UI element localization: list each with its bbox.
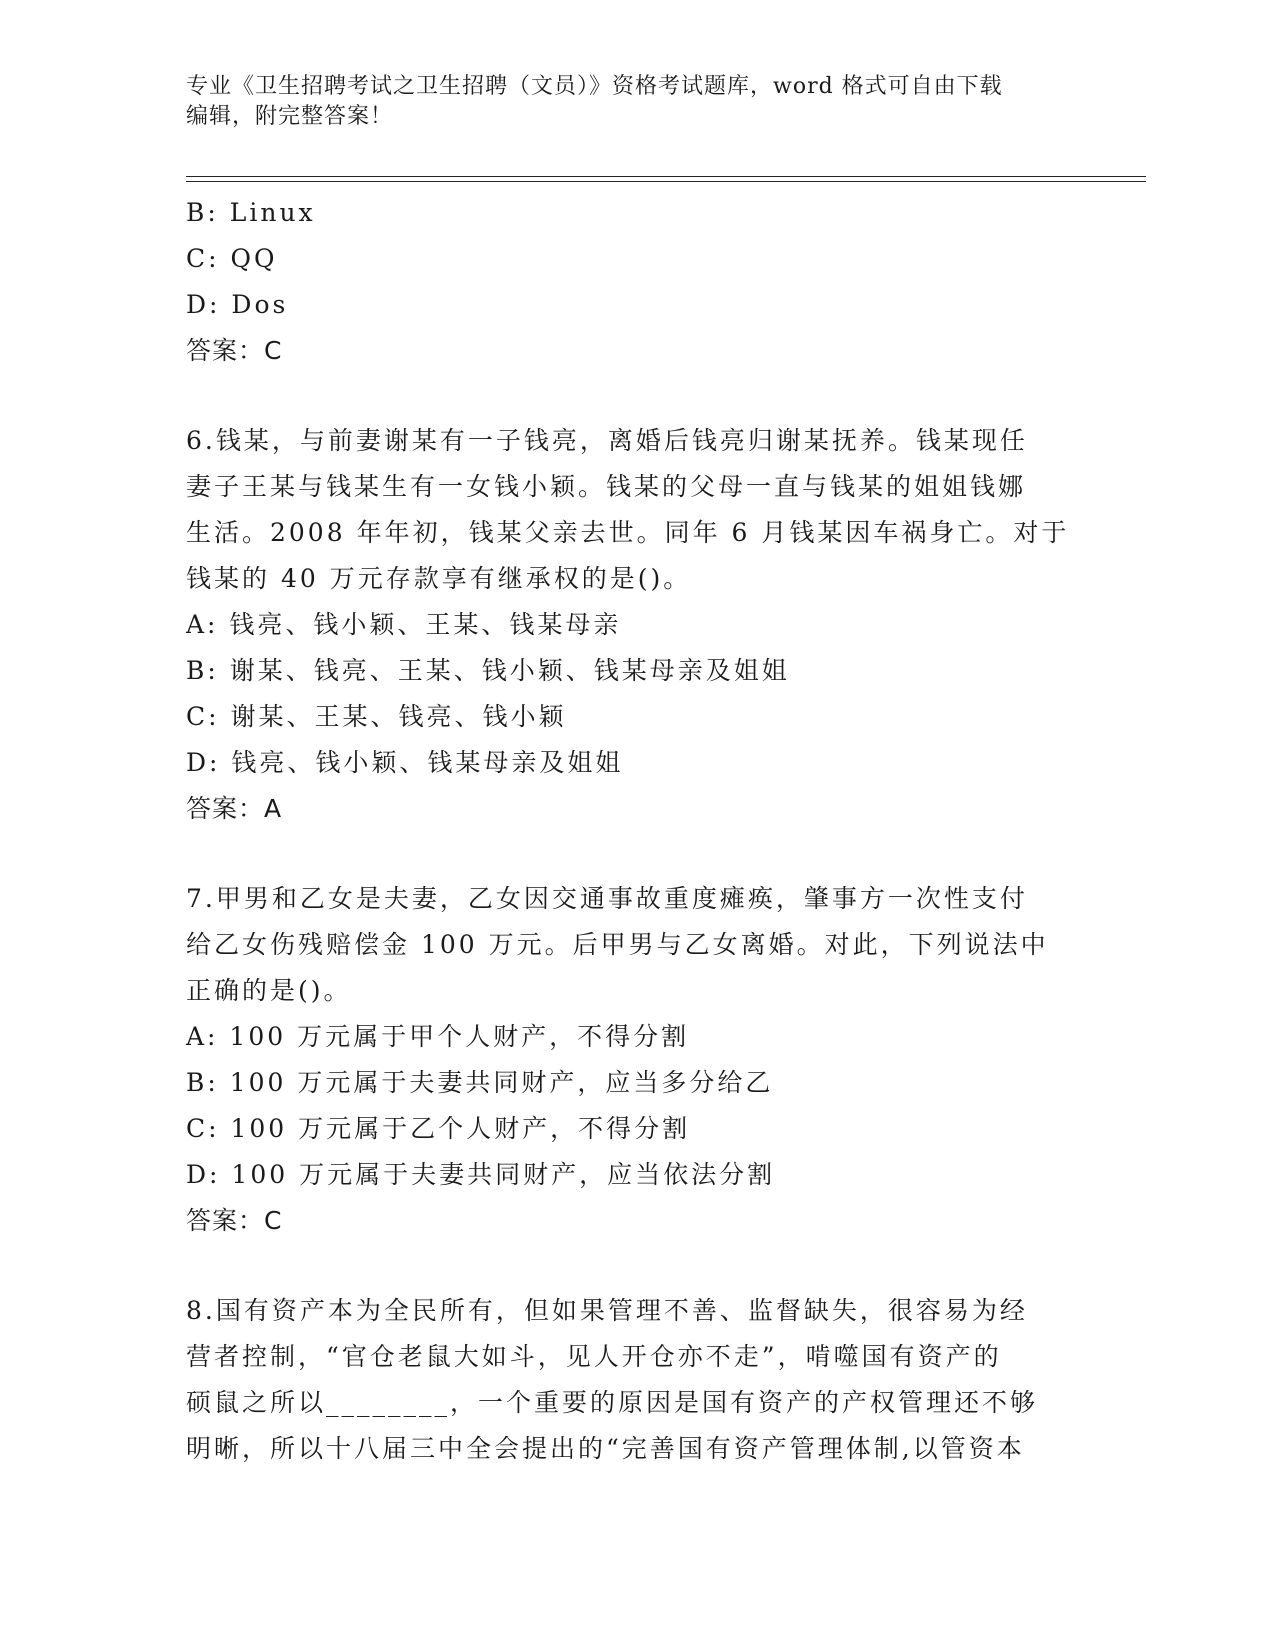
option-line: C: 100 万元属于乙个人财产，不得分割 — [186, 1114, 691, 1143]
question-stem-line: 硕鼠之所以________，一个重要的原因是国有资产的产权管理还不够 — [186, 1388, 1039, 1417]
question-stem-line: 给乙女伤残赔偿金 100 万元。后甲男与乙女离婚。对此，下列说法中 — [186, 930, 1049, 959]
option-line: B: 谢某、钱亮、王某、钱小颖、钱某母亲及姐姐 — [186, 656, 790, 685]
answer-line: 答案：A — [186, 794, 283, 823]
header-line-1: 专业《卫生招聘考试之卫生招聘（文员）》资格考试题库，word 格式可自由下载 — [186, 74, 1003, 99]
option-line: A: 钱亮、钱小颖、王某、钱某母亲 — [186, 610, 622, 639]
question-block-6 — [186, 418, 1086, 832]
option-line: D: 钱亮、钱小颖、钱某母亲及姐姐 — [186, 748, 624, 777]
option-line: C: QQ — [186, 244, 278, 273]
question-block-8 — [186, 1288, 1086, 1472]
option-line: B: Linux — [186, 198, 316, 227]
option-line: A: 100 万元属于甲个人财产，不得分割 — [186, 1022, 690, 1051]
option-line: D: 100 万元属于夫妻共同财产，应当依法分割 — [186, 1160, 776, 1189]
answer-line: 答案：C — [186, 336, 283, 365]
header-rule-bottom — [186, 181, 1146, 182]
question-stem-line: 6.钱某，与前妻谢某有一子钱亮，离婚后钱亮归谢某抚养。钱某现任 — [186, 426, 1028, 455]
question-stem-line: 生活。2008 年年初，钱某父亲去世。同年 6 月钱某因车祸身亡。对于 — [186, 518, 1070, 547]
document-body — [186, 190, 1086, 1472]
question-stem-line: 营者控制，“官仓老鼠大如斗，见人开仓亦不走”，啃噬国有资产的 — [186, 1342, 1002, 1371]
option-line: C: 谢某、王某、钱亮、钱小颖 — [186, 702, 567, 731]
page-header — [186, 72, 1086, 132]
question-stem-line: 钱某的 40 万元存款享有继承权的是()。 — [186, 564, 692, 593]
header-line-2: 编辑，附完整答案！ — [186, 104, 394, 129]
question-stem-line: 7.甲男和乙女是夫妻，乙女因交通事故重度瘫痪，肇事方一次性支付 — [186, 884, 1028, 913]
answer-line: 答案：C — [186, 1206, 283, 1235]
option-line: D: Dos — [186, 290, 289, 319]
question-block-7 — [186, 876, 1086, 1244]
question-stem-line: 8.国有资产本为全民所有，但如果管理不善、监督缺失，很容易为经 — [186, 1296, 1028, 1325]
header-rule-top — [186, 176, 1146, 177]
question-block-5 — [186, 190, 1086, 374]
question-stem-line: 明晰，所以十八届三中全会提出的“完善国有资产管理体制,以管资本 — [186, 1434, 1025, 1463]
question-stem-line: 妻子王某与钱某生有一女钱小颖。钱某的父母一直与钱某的姐姐钱娜 — [186, 472, 1027, 501]
question-stem-line: 正确的是()。 — [186, 976, 352, 1005]
option-line: B: 100 万元属于夫妻共同财产，应当多分给乙 — [186, 1068, 774, 1097]
